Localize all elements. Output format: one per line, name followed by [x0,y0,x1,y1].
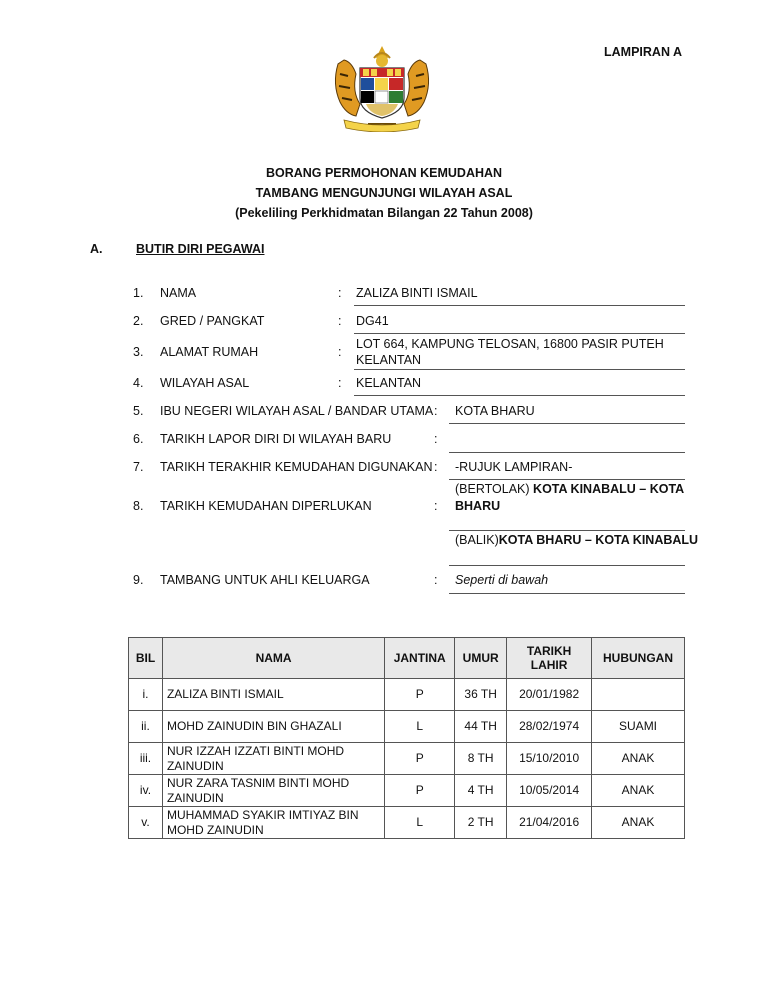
row-umur: 8 TH [455,743,507,775]
field-8-label: TARIKH KEMUDAHAN DIPERLUKAN [160,499,372,513]
field-3-label: ALAMAT RUMAH [160,345,259,359]
row-nama-line-1: MOHD ZAINUDIN BIN GHAZALI [166,719,342,733]
row-tarikh-lahir: 15/10/2010 [507,743,592,775]
field-4-number: 4. [133,376,144,390]
title-line-2: TAMBANG MENGUNJUNGI WILAYAH ASAL [255,186,513,200]
field-7-colon: : [434,460,438,474]
return-prefix: (BALIK) [455,533,499,547]
row-bil: i. [129,679,163,711]
row-tarikh-lahir: 20/01/1982 [507,679,592,711]
row-jantina: P [385,679,455,711]
field-6-underline [449,452,685,453]
field-2-number: 2. [133,314,144,328]
table-header-row [129,638,685,679]
row-nama-line-2: ZAINUDIN [166,790,224,805]
field-4-colon: : [338,376,342,390]
field-1-number: 1. [133,286,144,300]
depart-route: KOTA KINABALU – KOTA [533,482,685,496]
row-bil: v. [129,807,163,839]
row-hubungan: ANAK [592,743,685,775]
field-5-number: 5. [133,404,144,418]
field-6-colon: : [434,432,438,446]
field-1-colon: : [338,286,342,300]
field-3-number: 3. [133,345,144,359]
field-9-label: TAMBANG UNTUK AHLI KELUARGA [160,573,370,587]
field-3-value-line-1: LOT 664, KAMPUNG TELOSAN, 16800 PASIR PUTEH [356,337,664,351]
header-tarikh-line-2: LAHIR [530,658,568,672]
header-jantina: JANTINA [385,638,455,679]
row-tarikh-lahir: 10/05/2014 [507,775,592,807]
row-hubungan: ANAK [592,775,685,807]
coat-of-arms-icon [330,44,434,132]
field-9-colon: : [434,573,438,587]
field-5-value: KOTA BHARU [455,404,535,418]
row-nama [162,679,384,711]
field-5-label: IBU NEGERI WILAYAH ASAL / BANDAR UTAMA [160,404,434,418]
header-nama: NAMA [162,638,384,679]
table-row [129,711,685,743]
row-nama-line-2: MOHD ZAINUDIN [166,822,264,837]
row-bil: iv. [129,775,163,807]
depart-prefix: (BERTOLAK) [455,482,534,496]
field-2-colon: : [338,314,342,328]
field-3-colon: : [338,345,342,359]
header-hubungan: HUBUNGAN [592,638,685,679]
table-row [129,775,685,807]
row-jantina: L [385,711,455,743]
row-jantina: L [385,807,455,839]
family-fare-table [128,637,685,839]
field-8-colon: : [434,499,438,513]
section-heading: BUTIR DIRI PEGAWAI [136,242,265,256]
section-letter: A. [90,242,103,256]
row-nama [162,775,384,807]
field-9-number: 9. [133,573,144,587]
row-nama-line-1: ZALIZA BINTI ISMAIL [166,687,284,701]
row-tarikh-lahir: 21/04/2016 [507,807,592,839]
field-2-value: DG41 [356,314,389,328]
field-1-label: NAMA [160,286,197,300]
field-4-label: WILAYAH ASAL [160,376,250,390]
field-8-depart-line-2: BHARU [455,499,501,513]
field-3-underline [354,369,685,370]
header-bil: BIL [129,638,163,679]
header-tarikh-line-1: TARIKH [526,644,572,658]
field-5-underline [449,423,685,424]
table-row [129,807,685,839]
row-tarikh-lahir: 28/02/1974 [507,711,592,743]
header-tarikh-lahir [507,638,592,679]
field-6-label: TARIKH LAPOR DIRI DI WILAYAH BARU [160,432,392,446]
row-nama-line-1: NUR IZZAH IZZATI BINTI MOHD [166,743,345,758]
row-nama-line-1: MUHAMMAD SYAKIR IMTIYAZ BIN [166,807,359,822]
field-7-value: -RUJUK LAMPIRAN- [455,460,573,474]
field-4-value: KELANTAN [356,376,422,390]
field-6-number: 6. [133,432,144,446]
row-umur: 4 TH [455,775,507,807]
table-row [129,743,685,775]
field-1-value: ZALIZA BINTI ISMAIL [356,286,478,300]
field-7-number: 7. [133,460,144,474]
row-umur: 2 TH [455,807,507,839]
appendix-label: LAMPIRAN A [604,45,683,59]
field-8-depart-line-1 [455,482,684,496]
field-5-colon: : [434,404,438,418]
field-2-label: GRED / PANGKAT [160,314,265,328]
row-hubungan: ANAK [592,807,685,839]
row-nama-line-2: ZAINUDIN [166,758,224,773]
field-9-underline [449,593,685,594]
field-8-depart-underline [449,530,685,531]
field-2-underline [354,333,685,334]
field-9-value: Seperti di bawah [455,573,549,587]
title-line-1: BORANG PERMOHONAN KEMUDAHAN [265,166,503,180]
field-1-underline [354,305,685,306]
row-hubungan: SUAMI [592,711,685,743]
return-route: KOTA BHARU – KOTA KINABALU [498,533,699,547]
field-3-value-line-2: KELANTAN [356,353,422,367]
header-umur: UMUR [455,638,507,679]
row-nama [162,711,384,743]
title-line-3: (Pekeliling Perkhidmatan Bilangan 22 Tahun 2008) [235,206,533,220]
row-umur: 44 TH [455,711,507,743]
row-umur: 36 TH [455,679,507,711]
field-8-number: 8. [133,499,144,513]
row-bil: ii. [129,711,163,743]
field-8-return [455,533,698,547]
field-4-underline [354,395,685,396]
row-jantina: P [385,775,455,807]
field-7-underline [449,479,685,480]
table-row [129,679,685,711]
field-8-return-underline [449,565,685,566]
row-nama [162,807,384,839]
row-hubungan [592,679,685,711]
row-nama [162,743,384,775]
row-nama-line-1: NUR ZARA TASNIM BINTI MOHD [166,775,350,790]
row-bil: iii. [129,743,163,775]
row-jantina: P [385,743,455,775]
field-7-label: TARIKH TERAKHIR KEMUDAHAN DIGUNAKAN [160,460,433,474]
